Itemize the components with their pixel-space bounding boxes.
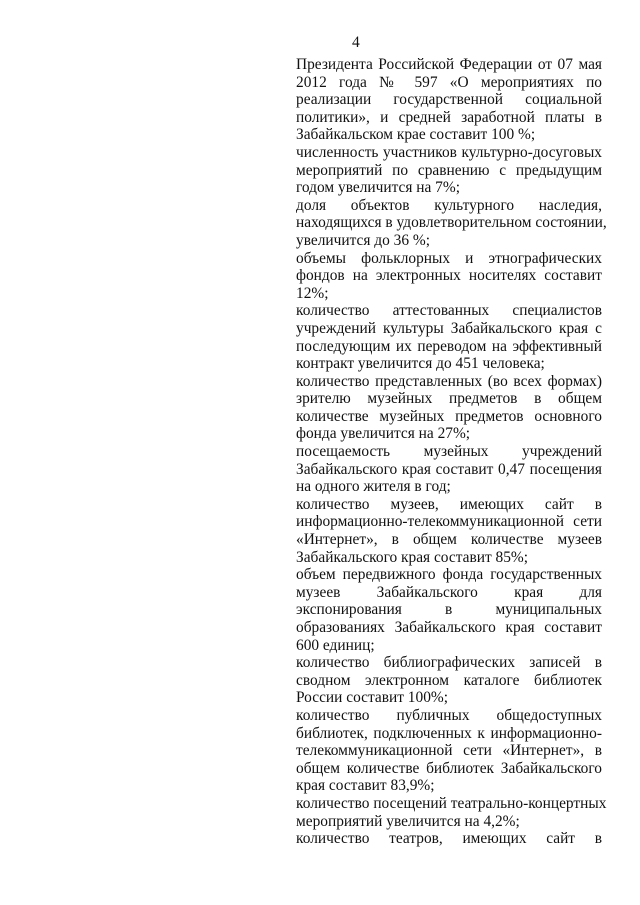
- paragraph: [296, 496, 602, 566]
- text-line: находящихся в удовлетворительном состоянии,: [296, 214, 607, 232]
- text-line: количество музеев, имеющих сайт в: [296, 495, 602, 513]
- text-line: «Интернет», в общем количестве музеев: [296, 531, 602, 549]
- paragraph: [296, 443, 602, 496]
- paragraph: [296, 302, 602, 372]
- text-line: информационно-телекоммуникационной сети: [296, 513, 602, 531]
- paragraph: [296, 654, 602, 707]
- text-line: посещаемость музейных учреждений: [296, 443, 602, 461]
- text-line: объемы фольклорных и этнографических: [296, 249, 602, 267]
- text-line: количество посещений театрально-концертных: [296, 794, 607, 812]
- paragraph: [296, 830, 602, 848]
- text-line: Забайкальского края составит 85%;: [296, 548, 529, 566]
- text-line: контракт увеличится до 451 человека;: [296, 355, 545, 373]
- text-line: общем количестве библиотек Забайкальского: [296, 759, 602, 777]
- text-line: мероприятий по сравнению с предыдущим: [296, 161, 602, 179]
- text-line: 12%;: [296, 284, 329, 302]
- text-line: количество публичных общедоступных: [296, 706, 602, 724]
- text-line: доля объектов культурного наследия,: [296, 196, 602, 214]
- document-body: [296, 56, 607, 848]
- text-line: Забайкальского края составит 0,47 посещения: [296, 460, 602, 478]
- text-line: численность участников культурно-досуговых: [296, 143, 602, 161]
- paragraph: [296, 56, 602, 144]
- paragraph: [296, 566, 602, 654]
- text-line: образованиях Забайкальского края составит: [296, 619, 602, 636]
- paragraph: [296, 144, 602, 197]
- text-line: количество представленных (во всех формах): [296, 372, 602, 390]
- text-line: количество театров, имеющих сайт в: [296, 830, 602, 848]
- text-line: последующим их переводом на эффективный: [296, 337, 602, 355]
- text-line: музеев Забайкальского края для: [296, 583, 602, 601]
- text-line: 600 единиц;: [296, 636, 375, 654]
- text-line: количество библиографических записей в: [296, 654, 602, 672]
- text-line: количестве музейных предметов основного: [296, 407, 602, 425]
- paragraph: [296, 196, 607, 250]
- text-line: увеличится до 36 %;: [296, 231, 430, 249]
- paragraph: [296, 250, 602, 303]
- paragraph: [296, 707, 602, 795]
- paragraph: [296, 794, 607, 830]
- text-line: России составит 100%;: [296, 689, 448, 707]
- text-line: библиотек, подключенных к информационно-: [296, 724, 602, 742]
- text-line: политики», и средней заработной платы в: [296, 108, 602, 126]
- page-number: 4: [352, 34, 360, 51]
- text-line: реализации государственной социальной: [296, 91, 602, 109]
- text-line: фонда увеличится на 27%;: [296, 425, 471, 443]
- text-line: Президента Российской Федерации от 07 мая: [296, 56, 602, 73]
- text-line: количество аттестованных специалистов: [296, 302, 602, 320]
- text-line: объем передвижного фонда государственных: [296, 566, 602, 584]
- text-line: на одного жителя в год;: [296, 478, 451, 496]
- text-line: зрителю музейных предметов в общем: [296, 390, 602, 408]
- text-line: экспонирования в муниципальных: [296, 601, 602, 619]
- text-line: 2012 года № 597 «О мероприятиях по: [296, 73, 602, 91]
- text-line: телекоммуникационной сети «Интернет», в: [296, 742, 602, 760]
- text-line: края составит 83,9%;: [296, 777, 435, 795]
- text-line: мероприятий увеличится на 4,2%;: [296, 812, 520, 830]
- text-line: годом увеличится на 7%;: [296, 179, 460, 197]
- text-line: учреждений культуры Забайкальского края с: [296, 319, 602, 337]
- text-line: Забайкальском крае составит 100 %;: [296, 126, 536, 144]
- paragraph: [296, 373, 602, 443]
- text-line: фондов на электронных носителях составит: [296, 267, 602, 285]
- text-line: сводном электронном каталоге библиотек: [296, 671, 602, 689]
